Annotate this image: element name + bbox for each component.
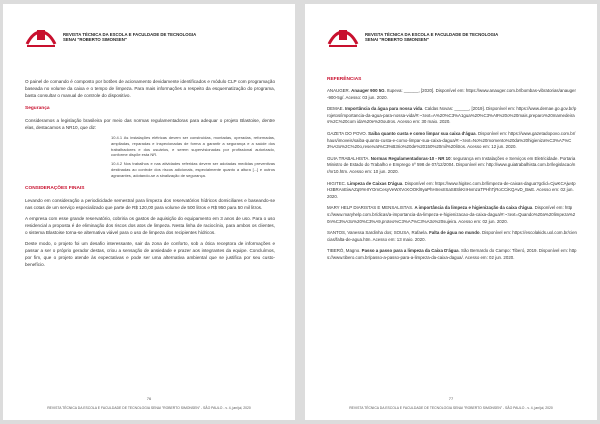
reference-entry [327, 106, 577, 126]
quote-paragraph-1: 10.4.1 As instalações elétricas devem ser construídas, montadas, operadas, reformadas, ampliadas, reparadas e inspecionadas de forma a garantir a segurança e a saúde dos trabalhadores e dos usuários, e serem supervisionadas por profissional autorizado, conforme dispõe esta NR. [111, 135, 275, 158]
references-heading: REFERÊNCIAS [327, 77, 362, 82]
reference-entry [327, 181, 577, 201]
reference-title: Importância da água para nossa vida [345, 106, 423, 112]
reference-title: Normas Regulamentadoras-10 - NR 10 [370, 155, 451, 161]
reference-details: . São Bernardo do Campo: Tiberó, 2019. Disponível em: https://www.tibero.com.br/passo-a-passo-para-a-limpeza-da-caixa-dagua/. Acesso em: 02 jun. 2020. [327, 248, 577, 260]
left-content [25, 78, 275, 272]
reference-entry [327, 131, 577, 151]
reference-title: Anauger 900 5G [351, 88, 385, 93]
page-number: 77 [448, 396, 454, 401]
nr10-quote [111, 135, 275, 179]
reference-details: : segurança em Instalações e Serviços em Eletricidade. Portaria Ministro de Estado do Trabalho e Emprego nº 598 de 07/12/2004. Disponível em: http://www.guiatrabalhista.com.br/legislacao/nr/nr10.htm. Acesso em: 10 jun. 2020. [327, 155, 576, 174]
reference-title: Saiba quanto custa e como limpar sua caixa d'água [368, 130, 476, 136]
reference-title: Falta de água no mundo [429, 230, 480, 236]
final-paragraph-2: A empresa com esse grande reservatório, cobriria os gastos de aquisição do equipamento em 3 anos de uso. Para o uso residencial a proposta é de eliminação dos riscos dos atos de limpeza. Nesta linha de raciocínio, para ambos os clientes, o sistema Blastoise torna-se alternativa viável para o uso de limpeza dos recipientes hídricos. [25, 215, 275, 235]
reference-author: DEMAE. [327, 106, 346, 112]
reference-details: . Caldas Novas: ______, [2019]. Disponível em: https://www.demae.go.gov.br/projetos/importancia-da-agua-para-nossa-vida/#:~:text=A%20%C3%A1gua%20%C3%A9%20o%20mais,preparo%20mamedeiras%2C%20com ida%20e%20outros. Acesso em: 30 maio. 2020. [327, 106, 577, 125]
reference-author: SANTOS, Vanessa Sardinha dos; SOUSA, Rafaela. [327, 230, 430, 236]
page-footer: REVISTA TÉCNICA DA ESCOLA E FACULDADE DE TECNOLOGIA SENAI "ROBERTO SIMONSEN" - SÃO PAULO - v. 4, jan/jul, 2020 [47, 406, 251, 410]
reference-details: . Disponível em: https://escolakids.uol.com.br/ciencias/falta-de-agua.htm. Acesso em: 13 maio. 2020. [327, 230, 577, 242]
quote-paragraph-2: 10.4.2 Nos trabalhos e nas atividades referidas devem ser adotadas medidas preventivas destinadas ao controle dos riscos adicionais, especialmente quanto a altura [...] e outros agravantes, adotando-se a sinalização de segurança. [111, 161, 275, 178]
reference-author: MARY HELP DIARISTAS E MENSALISTAS. [327, 205, 415, 211]
reference-title: Limpeza de Caixas D'água [347, 180, 403, 186]
reference-entry [327, 205, 577, 225]
header-title: REVISTA TÉCNICA DA ESCOLA E FACULDADE DE TECNOLOGIA [63, 32, 197, 37]
reference-details: . Disponível em: https://www.gazetadopovo.com.br/haus/imoveis/saiba-quanto-custa-e-como-limpar-sua-caixa-dagua/#:~:text=No%20momento%20da%20higieniza%C3%A7%C3%A3o%2C%20o,reservat%C3%B3rio%20de%20150%20mil%20litros. Acesso em: 12 jun. 2020. [327, 130, 576, 150]
reference-details: . Disponível em: https://www.maryhelp.com.br/dicas/a-importancia-da-limpeza-e-higienizacao-da-caixa-dagua/#:~:text=Quando%20a%20limpeza%20n%C3%A3o%20%C3%A9,proteo%C3%A7%C3%A3o%20sujeira. Acesso em: 02 jun. 2020. [327, 205, 576, 224]
reference-details: . Disponível em: https://www.higitec.com.br/limpeza-de-caixas-dagua?gclid=CjwKCAjw4pH3BRAnEiwAZq9YeIIYOmCesyVeWXVcKOOKl9yaPhHIrexIISaS8SkKIIHvmzaTPHhTjRoCCiKQAvD_BwE. Acesso em: 02 jun. 2020. [327, 180, 576, 199]
intro-paragraph: O painel de comando é composto por botões de acionamento devidamente identificados e módulo CLP com programação baseada no volume da caixa e o tempo de limpeza. Para mais informações a respeito da esquematização do programa, basta consultar o manual de controle do dispositivo. [25, 79, 275, 98]
reference-details: . Itupeva: ______, [2020]. Disponível em: https://www.anauger.com.br/bombas-vibratorias/anauger-900-5g/. Acesso: 03 jun. 2020. [327, 88, 576, 100]
reference-entry [327, 248, 577, 261]
page-header [25, 24, 285, 50]
left-page [3, 4, 295, 420]
reference-author: ANAUGER. [327, 88, 352, 93]
reference-title: A importância da limpeza e higienização da caixa d'água [414, 205, 533, 211]
right-page [305, 4, 597, 420]
final-paragraph-1: Levando em consideração a periodicidade semestral para limpeza dos reservatórios hídricos domiciliares e baseando-se nas cotas de um serviço especializado que parte de R$ 120,00 para volume de 500 litros e R$ 950 para 50 mil litros. [25, 197, 275, 210]
reference-author: TIBERÓ, Magno. [327, 248, 362, 254]
final-heading: CONSIDERAÇÕES FINAIS [25, 185, 85, 191]
references-section [327, 76, 577, 266]
reference-entry [327, 156, 577, 176]
security-paragraph: Consideramos a legislação brasileira por meio das normas regulamentadoras para adequar o projeto Blastoise, dentre elas, destacamos a NR10, que diz: [25, 118, 275, 130]
senai-logo-icon [327, 24, 359, 48]
page-footer: REVISTA TÉCNICA DA ESCOLA E FACULDADE DE TECNOLOGIA SENAI "ROBERTO SIMONSEN" - SÃO PAULO - v. 4, jan/jul, 2020 [349, 406, 553, 410]
reference-author: GUIA TRABALHISTA. [327, 155, 371, 161]
page-header [327, 24, 587, 50]
reference-title: Passo a passo para a limpeza da Caixa D'água [361, 248, 459, 254]
reference-author: GAZETA DO POVO. [327, 130, 369, 136]
reference-entry [327, 88, 577, 101]
security-heading: Segurança [25, 106, 50, 111]
header-subtitle: SENAI "ROBERTO SIMONSEN" [365, 37, 429, 43]
final-paragraph-3: Deste modo, o projeto foi um desafio interessante, sair da zona de conforto, sob a ótica receptora de informações e passar a ser o próprio gerador destas, criou a sensação de ansiedade e prazer aos integrantes da equipe. Concluímos, por fim, que o projeto atende às expectativas e pode ser uma alternativa ambiental que se justifica por seu custo-benefício. [25, 240, 275, 267]
reference-entry [327, 230, 577, 243]
header-subtitle: SENAI "ROBERTO SIMONSEN" [63, 37, 127, 43]
page-number: 76 [146, 396, 152, 401]
senai-logo-icon [25, 24, 57, 48]
header-title: REVISTA TÉCNICA DA ESCOLA E FACULDADE DE TECNOLOGIA [365, 32, 499, 37]
reference-author: HIGITEC. [327, 180, 348, 186]
references-list [327, 88, 577, 261]
